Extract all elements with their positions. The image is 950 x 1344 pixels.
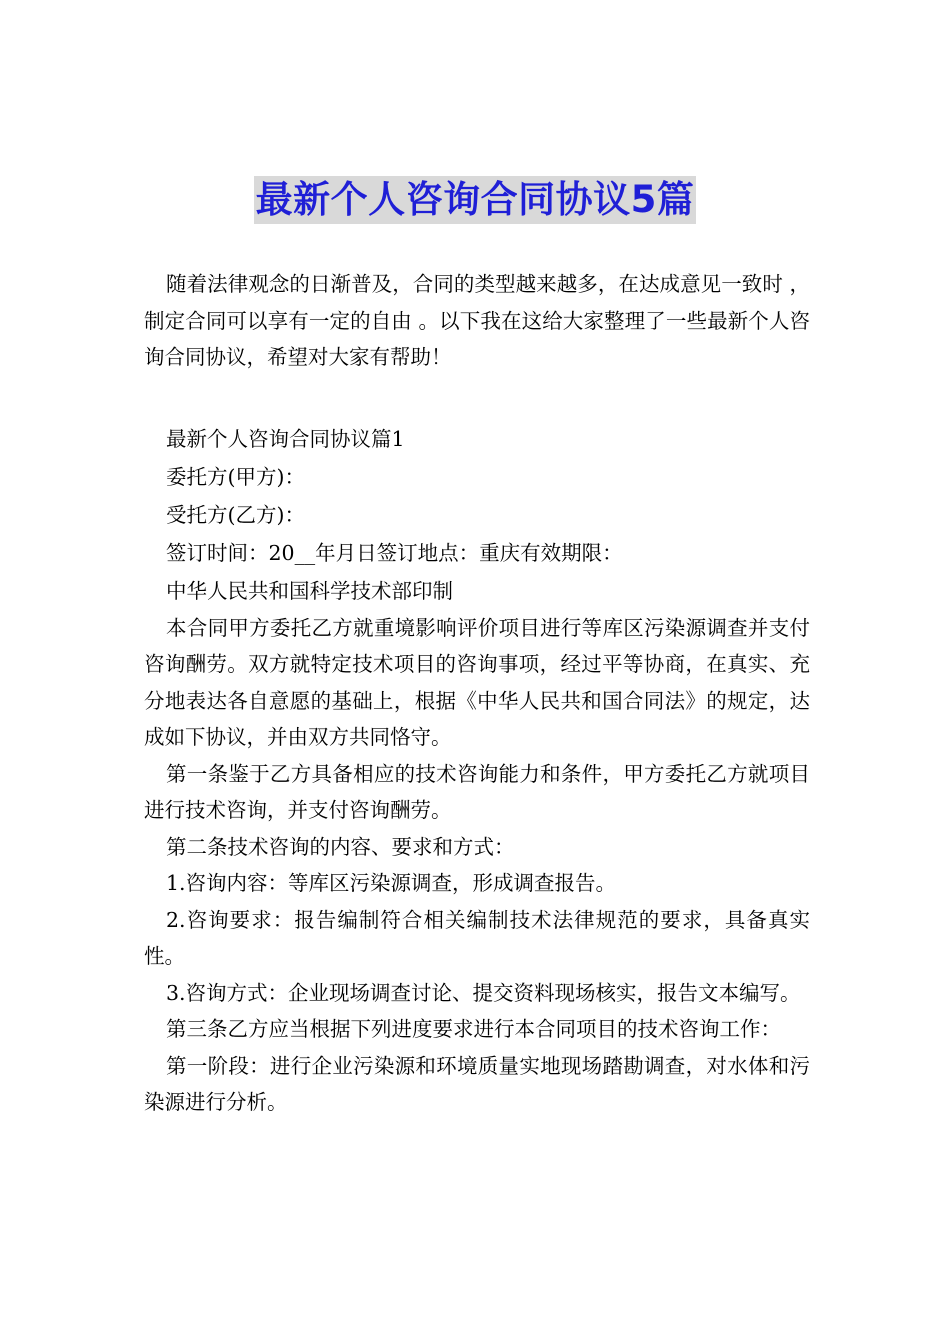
intro-paragraph: 随着法律观念的日渐普及，合同的类型越来越多，在达成意见一致时 ，制定合同可以享有一定的自由 。以下我在这给大家整理了一些最新个人咨询合同协议，希望对大家有帮助！ bbox=[144, 272, 810, 369]
article-3-paragraph: 第三条乙方应当根据下列进度要求进行本合同项目的技术咨询工作： bbox=[166, 1017, 781, 1041]
article-2-paragraph: 第二条技术咨询的内容、要求和方式： bbox=[166, 834, 515, 859]
title-container bbox=[0, 176, 950, 224]
section-heading: 最新个人咨询合同协议篇1 bbox=[166, 426, 405, 451]
document-body bbox=[144, 266, 810, 1121]
party-a-line: 委托方(甲方)： bbox=[166, 464, 305, 489]
party-b-line: 受托方(乙方)： bbox=[166, 502, 305, 527]
printed-by-line: 中华人民共和国科学技术部印制 bbox=[166, 578, 453, 603]
item-3-paragraph: 3.咨询方式：企业现场调查讨论、提交资料现场核实，报告文本编写。 bbox=[166, 980, 801, 1005]
article-1-paragraph: 第一条鉴于乙方具备相应的技术咨询能力和条件，甲方委托乙方就项目进行技术咨询，并支付咨询酬劳。 bbox=[144, 761, 810, 822]
item-2-paragraph: 2.咨询要求：报告编制符合相关编制技术法律规范的要求，具备真实性。 bbox=[144, 907, 810, 968]
phase-1-paragraph: 第一阶段：进行企业污染源和环境质量实地现场踏勘调查，对水体和污染源进行分析。 bbox=[144, 1053, 810, 1114]
item-1-paragraph: 1.咨询内容：等库区污染源调查，形成调查报告。 bbox=[166, 871, 617, 895]
paragraph-spacer bbox=[144, 376, 810, 420]
signing-info-line: 签订时间：20__年月日签订地点：重庆有效期限： bbox=[166, 540, 623, 565]
document-title: 最新个人咨询合同协议5篇 bbox=[254, 176, 697, 224]
preamble-paragraph: 本合同甲方委托乙方就重境影响评价项目进行等库区污染源调查并支付咨询酬劳。双方就特定技术项目的咨询事项，经过平等协商，在真实、充分地表达各自意愿的基础上，根据《中华人民共和国合同法》的规定，达成如下协议，并由双方共同恪守。 bbox=[144, 615, 810, 749]
